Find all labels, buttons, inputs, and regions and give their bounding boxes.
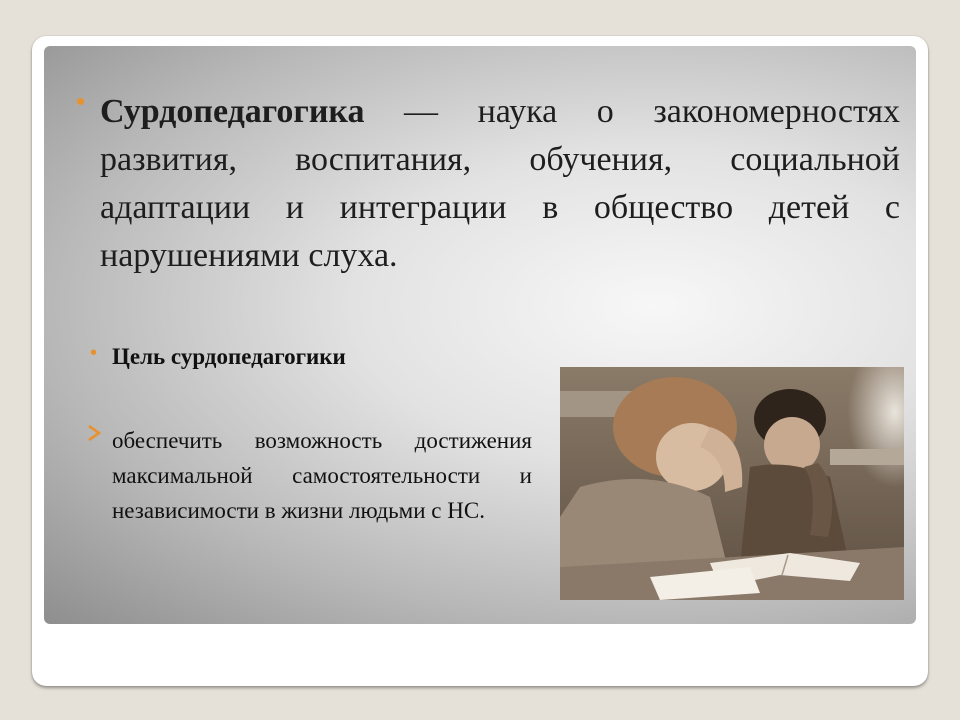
arrow-bullet-icon [86,422,104,444]
students-photo-illustration [560,367,904,600]
goal-text-block [112,423,532,528]
bullet-dot-icon: • [76,86,86,116]
bullet-dot-icon: • [90,342,98,364]
definition-text: — наука о закономерностях развития, воспитания, обучения, социальной адаптации и интеграции в общество детей с нарушениями слуха. [100,93,900,274]
definition-block [100,88,900,280]
definition-term: Сурдопедагогика [100,93,365,130]
goal-title: Цель сурдопедагогики [112,344,346,369]
students-photo [560,367,904,600]
goal-text: обеспечить возможность достижения максимальной самостоятельности и независимости в жизни людьми с НС. [112,428,532,523]
definition-paragraph [100,88,900,280]
